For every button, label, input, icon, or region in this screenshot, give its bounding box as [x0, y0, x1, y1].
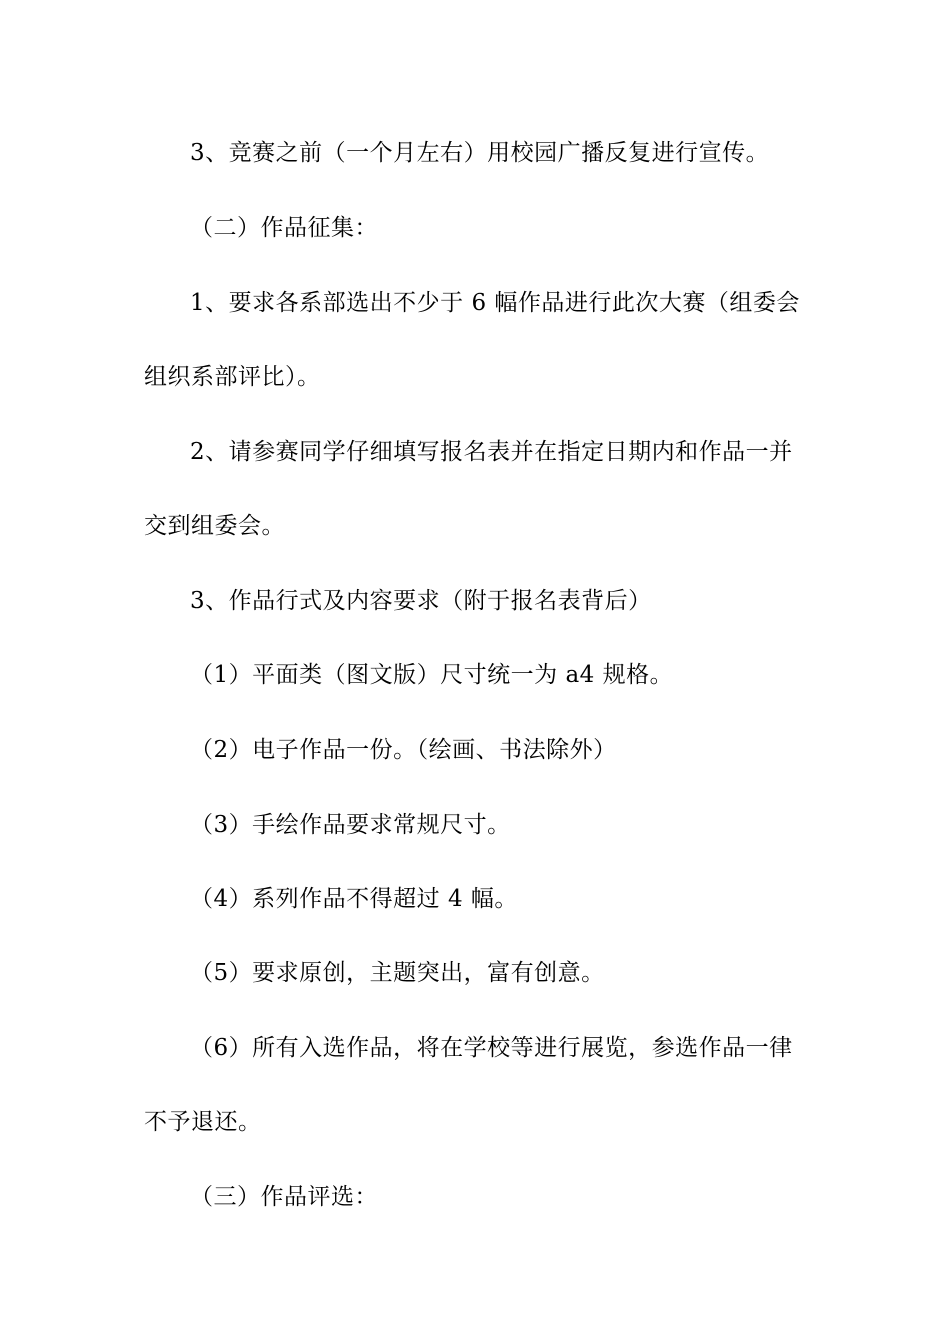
requirement-item-6-line1: （6）所有入选作品，将在学校等进行展览，参选作品一律 [190, 1035, 793, 1061]
requirement-item-3: （3）手绘作品要求常规尺寸。 [190, 812, 511, 838]
section-heading-collection: （二）作品征集： [190, 215, 378, 241]
requirement-item-2: （2）电子作品一份。（绘画、书法除外） [190, 737, 617, 763]
paragraph-registration-form-line1: 2、请参赛同学仔细填写报名表并在指定日期内和作品一并 [190, 439, 793, 465]
paragraph-format-requirements: 3、作品行式及内容要求（附于报名表背后） [190, 588, 652, 614]
section-heading-evaluation: （三）作品评选： [190, 1184, 378, 1210]
requirement-item-4: （4）系列作品不得超过 4 幅。 [190, 886, 518, 912]
paragraph-registration-form-line2: 交到组委会。 [144, 513, 285, 539]
paragraph-publicity-broadcast: 3、竞赛之前（一个月左右）用校园广播反复进行宣传。 [190, 140, 770, 166]
requirement-item-6-line2: 不予退还。 [144, 1109, 262, 1135]
paragraph-department-selection-line2: 组织系部评比）。 [144, 364, 321, 390]
paragraph-department-selection-line1: 1、要求各系部选出不少于 6 幅作品进行此次大赛（组委会 [190, 290, 800, 316]
requirement-item-1: （1）平面类（图文版）尺寸统一为 a4 规格。 [190, 662, 674, 688]
requirement-item-5: （5）要求原创，主题突出，富有创意。 [190, 960, 605, 986]
